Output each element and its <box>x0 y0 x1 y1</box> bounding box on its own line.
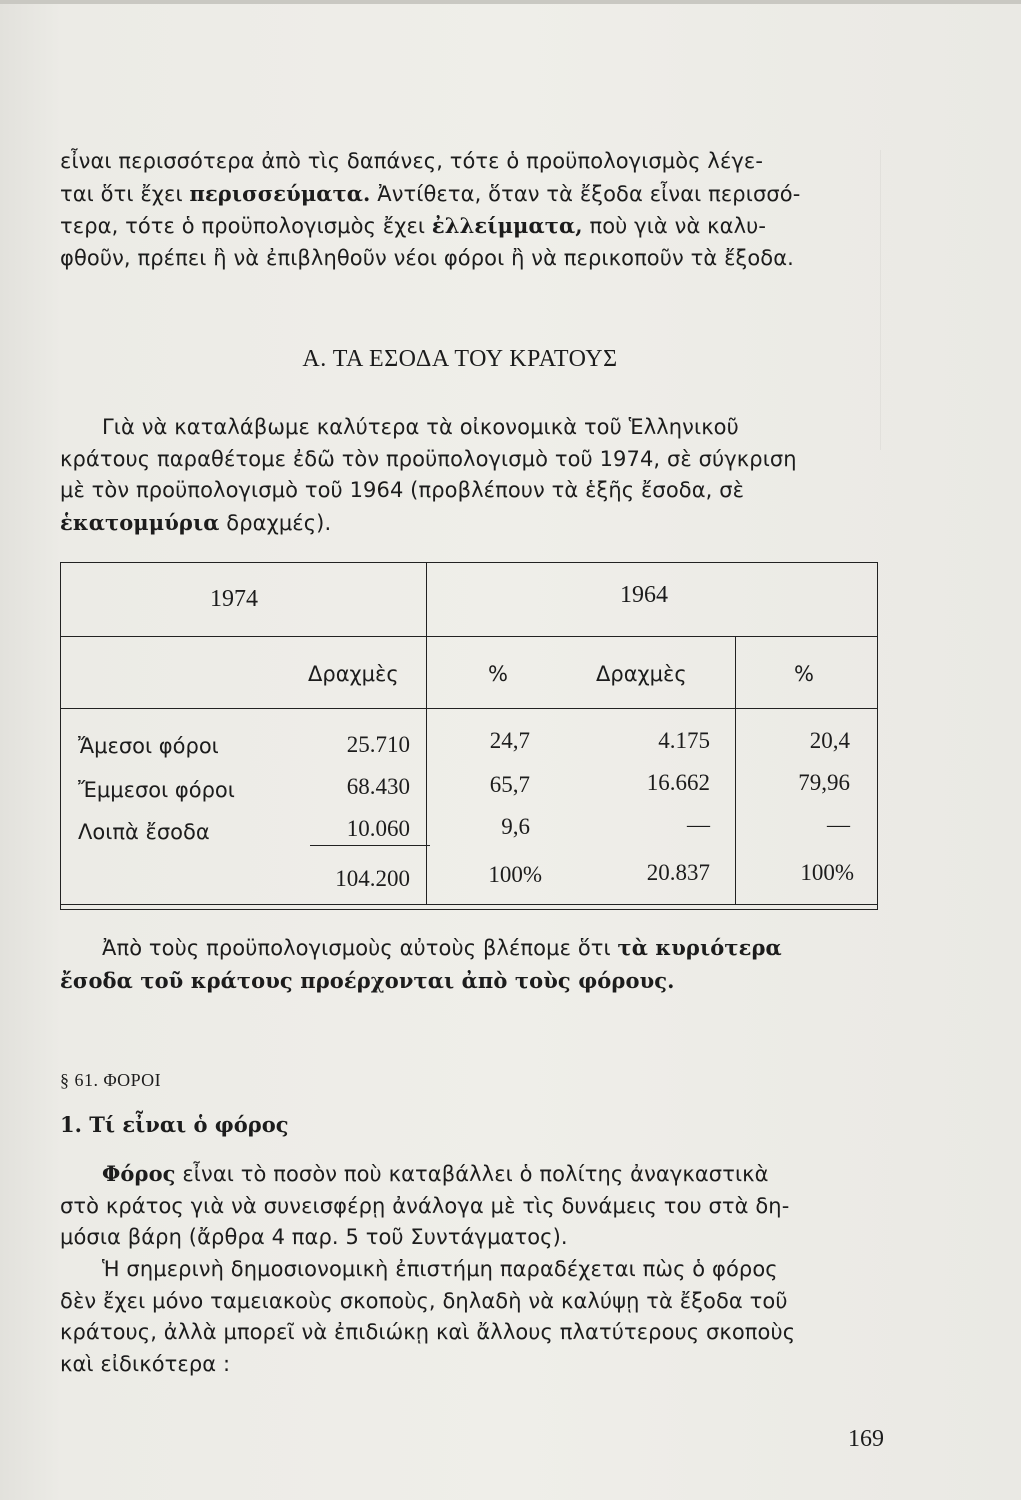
section-a-line-3: μὲ τὸν προϋπολογισμὸ τοῦ 1964 (προβλέπουν τὰ ἑξῆς ἔσοδα, σὲ <box>60 478 745 502</box>
term-millions: ἑκατομμύρια <box>60 509 220 535</box>
intro-line-4: φθοῦν, πρέπει ἢ νὰ ἐπιβληθοῦν νέοι φόροι ἢ νὰ περικοποῦν τὰ ἔξοδα. <box>60 245 794 270</box>
conclusion-paragraph <box>60 932 885 996</box>
definition-line-3: μόσια βάρη (ἄρθρα 4 παρ. 5 τοῦ Συντάγματος). <box>60 1225 568 1249</box>
header-drachmes-1964: Δραχμὲς <box>596 662 687 686</box>
cell-percent-1974: 24,7 <box>489 728 530 753</box>
cell-drachmes-1974: 10.060 <box>346 816 410 841</box>
science-line-3: κράτους, ἀλλὰ μπορεῖ νὰ ἐπιδιώκῃ καὶ ἄλλους πλατύτερους σκοποὺς <box>60 1320 796 1344</box>
term-deficit: ἐλλείμματα, <box>431 213 583 238</box>
intro-paragraph <box>60 146 885 274</box>
year-1964: 1964 <box>620 582 668 608</box>
total-drachmes-1974: 104.200 <box>335 866 410 891</box>
cell-percent-1964: 79,96 <box>798 770 850 795</box>
table-right-border <box>877 562 878 910</box>
cell-drachmes-1974: 68.430 <box>346 774 410 799</box>
row-label: Λοιπὰ ἔσοδα <box>78 820 210 844</box>
section-a-line-4: ἑκατομμύρια δραχμές). <box>60 509 332 535</box>
total-drachmes-1964: 20.837 <box>646 860 710 885</box>
intro-line-3: τερα, τότε ὁ προϋπολογισμὸς ἔχει ἐλλείμματα, ποὺ γιὰ νὰ καλυ- <box>60 213 767 238</box>
page-top-edge <box>0 0 1021 4</box>
cell-drachmes-1974: 25.710 <box>346 732 410 757</box>
table-year-divider <box>426 562 427 904</box>
budget-table <box>60 562 878 914</box>
definition-paragraph <box>60 1158 885 1254</box>
table-col-divider-1964 <box>735 636 736 904</box>
definition-line-1: Φόρος εἶναι τὸ ποσὸν ποὺ καταβάλλει ὁ πολίτης ἀναγκαστικὰ <box>102 1161 769 1186</box>
science-paragraph <box>60 1254 885 1380</box>
year-1974: 1974 <box>210 586 258 612</box>
header-percent-1974: % <box>488 662 508 686</box>
cell-drachmes-1964: — <box>687 812 710 837</box>
section-61-heading: § 61. ΦΟΡΟΙ <box>60 1070 162 1090</box>
header-percent-1964: % <box>794 662 814 686</box>
sum-rule <box>310 845 430 846</box>
cell-percent-1964: — <box>827 812 850 837</box>
row-label: Ἄμεσοι φόροι <box>78 734 219 758</box>
total-percent-1964: 100% <box>800 860 854 885</box>
science-line-4: καὶ εἰδικότερα : <box>60 1351 231 1376</box>
total-percent-1974: 100% <box>488 862 542 887</box>
subsection-1-heading: 1. Τί εἶναι ὁ φόρος <box>60 1112 289 1137</box>
conclusion-line-1: Ἀπὸ τοὺς προϋπολογισμοὺς αὐτοὺς βλέπομε ὅτι τὰ κυριότερα <box>102 935 782 960</box>
section-a-line-2: κράτους παραθέτομε ἐδῶ τὸν προϋπολογισμὸ τοῦ 1974, σὲ σύγκριση <box>60 446 797 471</box>
row-label: Ἔμμεσοι φόροι <box>78 778 235 802</box>
section-a-heading: Α. ΤΑ ΕΣΟΔΑ ΤΟΥ ΚΡΑΤΟΥΣ <box>302 346 618 372</box>
table-year-rule <box>60 636 878 637</box>
section-a-paragraph <box>60 412 885 539</box>
header-drachmes-1974: Δραχμὲς <box>308 662 399 686</box>
term-surplus: περισσεύματα. <box>189 180 371 206</box>
term-tax: Φόρος <box>102 1161 176 1186</box>
cell-drachmes-1964: 16.662 <box>646 770 710 795</box>
definition-line-2: στὸ κράτος γιὰ νὰ συνεισφέρῃ ἀνάλογα μὲ τὶς δυνάμεις του στὰ δη- <box>60 1193 790 1218</box>
section-a-line-1: Γιὰ νὰ καταλάβωμε καλύτερα τὰ οἰκονομικὰ τοῦ Ἑλληνικοῦ <box>102 415 739 439</box>
table-header-rule <box>60 708 878 709</box>
table-bottom-rule-2 <box>60 909 878 910</box>
table-top-rule <box>60 562 878 563</box>
intro-line-1: εἶναι περισσότερα ἀπὸ τὶς δαπάνες, τότε ὁ προϋπολογισμὸς λέγε- <box>60 149 764 173</box>
table-bottom-rule <box>60 904 878 905</box>
bleed-through-shadow <box>880 150 1001 450</box>
cell-percent-1974: 65,7 <box>489 772 530 797</box>
table-left-border <box>60 562 61 910</box>
science-line-2: δὲν ἔχει μόνο ταμειακοὺς σκοποὺς, δηλαδὴ νὰ καλύψῃ τὰ ἔξοδα τοῦ <box>60 1288 788 1313</box>
page-number: 169 <box>848 1426 884 1452</box>
conclusion-line-2: ἔσοδα τοῦ κράτους προέρχονται ἀπὸ τοὺς φόρους. <box>60 967 675 993</box>
intro-line-2: ται ὅτι ἔχει περισσεύματα. Ἀντίθετα, ὅταν τὰ ἔξοδα εἶναι περισσό- <box>60 180 801 206</box>
science-line-1: Ἡ σημερινὴ δημοσιονομικὴ ἐπιστήμη παραδέχεται πὼς ὁ φόρος <box>102 1257 778 1281</box>
cell-percent-1964: 20,4 <box>809 728 850 753</box>
cell-drachmes-1964: 4.175 <box>658 728 710 753</box>
cell-percent-1974: 9,6 <box>501 814 530 839</box>
